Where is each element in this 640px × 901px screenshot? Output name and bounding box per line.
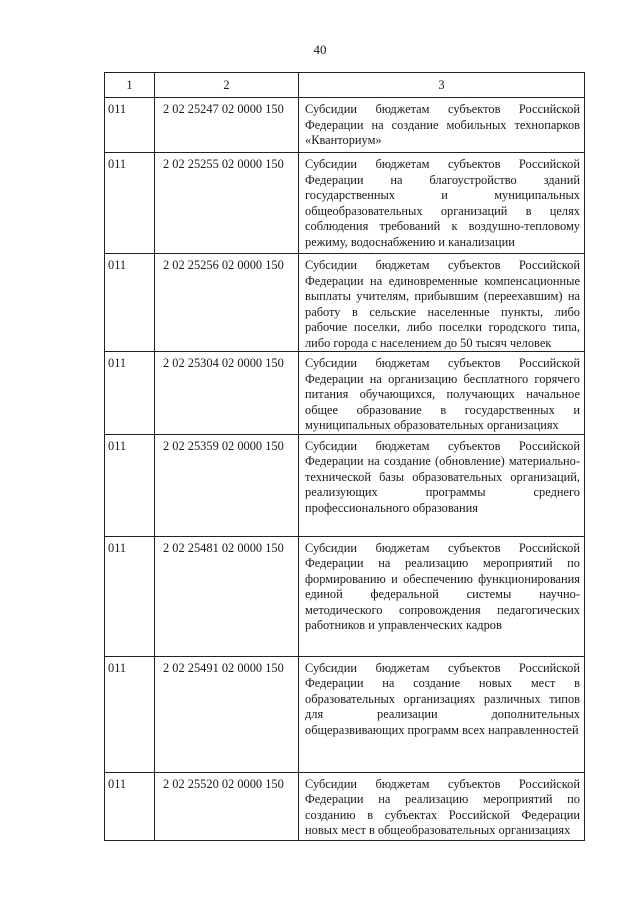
admin-code-cell: 011 <box>105 536 155 656</box>
page-number: 40 <box>313 42 327 57</box>
table-row <box>105 153 585 254</box>
admin-code-cell: 011 <box>105 98 155 153</box>
admin-code-cell: 011 <box>105 434 155 536</box>
budget-code-cell: 2 02 25359 02 0000 150 <box>155 434 299 536</box>
description-cell: Субсидии бюджетам субъектов Российской Федерации на реализацию мероприятий по формированию и обеспечению функционирования единой федеральной системы научно-методического сопровождения педагогических работников и управленческих кадров <box>299 536 585 656</box>
table-row <box>105 254 585 352</box>
budget-code-cell: 2 02 25481 02 0000 150 <box>155 536 299 656</box>
admin-code-cell: 011 <box>105 352 155 435</box>
description-cell: Субсидии бюджетам субъектов Российской Федерации на реализацию мероприятий по созданию в субъектах Российской Федерации новых мест в общеобразовательных организациях <box>299 772 585 840</box>
description-cell: Субсидии бюджетам субъектов Российской Федерации на создание новых мест в образовательных организациях различных типов для реализации дополнительных общеразвивающих программ всех направленностей <box>299 656 585 772</box>
description-cell: Субсидии бюджетам субъектов Российской Федерации на благоустройство зданий государственных и муниципальных общеобразовательных организаций в целях соблюдения требований к воздушно-тепловому режиму, водоснабжению и канализации <box>299 153 585 254</box>
description-cell: Субсидии бюджетам субъектов Российской Федерации на создание мобильных технопарков «Кванториум» <box>299 98 585 153</box>
budget-code-cell: 2 02 25256 02 0000 150 <box>155 254 299 352</box>
description-cell: Субсидии бюджетам субъектов Российской Федерации на организацию бесплатного горячего питания обучающихся, получающих начальное общее образование в государственных и муниципальных образовательных организациях <box>299 352 585 435</box>
budget-code-cell: 2 02 25255 02 0000 150 <box>155 153 299 254</box>
table-row <box>105 434 585 536</box>
budget-code-cell: 2 02 25304 02 0000 150 <box>155 352 299 435</box>
revenue-codes-table <box>104 72 585 841</box>
admin-code-cell: 011 <box>105 772 155 840</box>
table-row <box>105 772 585 840</box>
table-row <box>105 352 585 435</box>
admin-code-cell: 011 <box>105 656 155 772</box>
description-cell: Субсидии бюджетам субъектов Российской Федерации на создание (обновление) материально-технической базы образовательных организаций, реализующих программы среднего профессионального образования <box>299 434 585 536</box>
admin-code-cell: 011 <box>105 254 155 352</box>
column-header-3: 3 <box>299 73 585 98</box>
description-cell: Субсидии бюджетам субъектов Российской Федерации на единовременные компенсационные выплаты учителям, прибывшим (переехавшим) на работу в сельские населенные пункты, либо рабочие поселки, либо поселки городского типа, либо города с населением до 50 тысяч человек <box>299 254 585 352</box>
budget-code-cell: 2 02 25247 02 0000 150 <box>155 98 299 153</box>
admin-code-cell: 011 <box>105 153 155 254</box>
budget-code-cell: 2 02 25520 02 0000 150 <box>155 772 299 840</box>
table-row <box>105 98 585 153</box>
table-header-row <box>105 73 585 98</box>
column-header-2: 2 <box>155 73 299 98</box>
table-row <box>105 536 585 656</box>
table-row <box>105 656 585 772</box>
budget-code-cell: 2 02 25491 02 0000 150 <box>155 656 299 772</box>
column-header-1: 1 <box>105 73 155 98</box>
